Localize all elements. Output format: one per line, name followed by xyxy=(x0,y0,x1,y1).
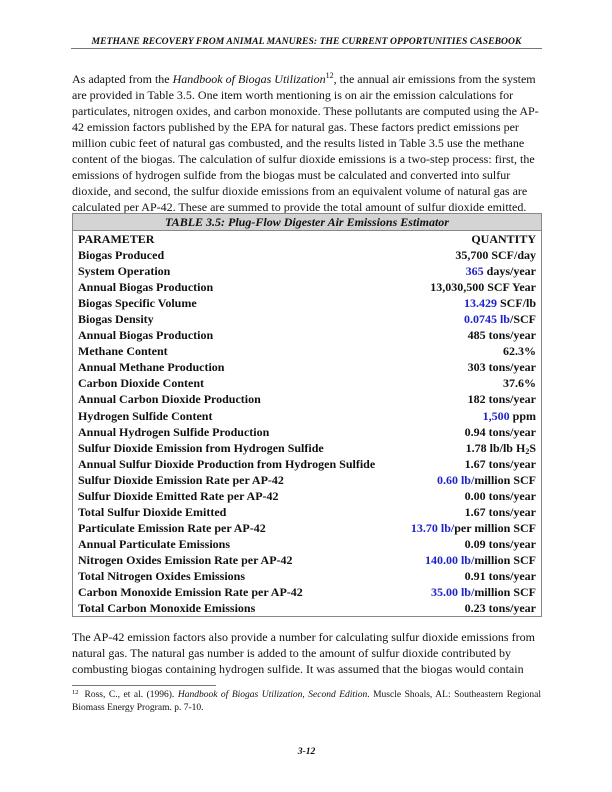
intro-rest: , the annual air emissions from the system are provided in Table 3.5. One item worth mentioning is on air the emission calculations for particulates, nitrogen oxides, and carbon monoxide. These pollutants are computed using the AP-42 emission factors published by the EPA for natural gas. These factors predict emissions per million cubic feet of natural gas combusted, and the results listed in Table 3.5 use the methane content of the biogas. The calculation of sulfur dioxide emissions is a two-step process: first, the emissions of hydrogen sulfide from the biogas must be calculated and converted into sulfur dioxide, and second, the sulfur dioxide emissions from an equivalent volume of natural gas are calculated per AP-42. These are summed to provide the total amount of sulfur dioxide emitted. xyxy=(72,72,539,214)
row-quantity xyxy=(425,552,536,568)
row-quantity xyxy=(465,536,536,552)
table-row xyxy=(73,584,541,600)
column-header-parameter: PARAMETER xyxy=(78,232,155,246)
quantity-unit: per million SCF xyxy=(454,520,536,535)
header-rule xyxy=(71,48,542,49)
row-parameter: Biogas Density xyxy=(78,312,154,327)
row-parameter: Biogas Produced xyxy=(78,248,165,263)
row-quantity xyxy=(431,584,536,600)
row-quantity xyxy=(465,488,536,504)
row-parameter: Sulfur Dioxide Emission Rate per AP-42 xyxy=(78,472,284,487)
footnote xyxy=(72,689,541,715)
footnote-rule xyxy=(72,685,216,686)
row-parameter: Annual Carbon Dioxide Production xyxy=(78,392,261,407)
row-parameter: Sulfur Dioxide Emitted Rate per AP-42 xyxy=(78,488,279,503)
row-quantity xyxy=(468,327,536,343)
input-value: 13.429 xyxy=(463,296,497,311)
row-quantity xyxy=(468,391,536,407)
row-parameter: Annual Methane Production xyxy=(78,360,225,375)
row-quantity xyxy=(464,295,536,311)
row-parameter: Carbon Dioxide Content xyxy=(78,376,205,391)
row-parameter: Nitrogen Oxides Emission Rate per AP-42 xyxy=(78,552,293,567)
table-row xyxy=(73,552,541,568)
input-value: 0.60 lb/ xyxy=(436,472,475,487)
row-parameter: Biogas Specific Volume xyxy=(78,296,197,311)
quantity-unit: 0.00 tons/year xyxy=(464,488,536,503)
quantity-unit: million SCF xyxy=(474,552,536,567)
row-parameter: Total Sulfur Dioxide Emitted xyxy=(78,504,227,519)
row-quantity xyxy=(465,424,536,440)
column-header-quantity: QUANTITY xyxy=(471,232,536,246)
input-value: 140.00 lb/ xyxy=(424,552,475,567)
table-row xyxy=(73,440,541,456)
table-row xyxy=(73,424,541,440)
table-row xyxy=(73,536,541,552)
quantity-unit: 1.67 tons/year xyxy=(464,456,536,471)
input-value: 35.00 lb/ xyxy=(430,585,475,600)
row-parameter: Annual Sulfur Dioxide Production from Hydrogen Sulfide xyxy=(78,456,376,471)
quantity-unit: days/year xyxy=(483,264,536,279)
quantity-unit: 485 tons/year xyxy=(467,328,536,343)
row-quantity xyxy=(465,600,536,616)
row-parameter: Annual Particulate Emissions xyxy=(78,536,231,551)
table-row xyxy=(73,568,541,584)
intro-lead: As adapted from the xyxy=(72,72,173,86)
table-header-row xyxy=(73,231,541,247)
table-row xyxy=(73,279,541,295)
quantity-unit: ppm xyxy=(509,408,536,423)
row-parameter: Total Carbon Monoxide Emissions xyxy=(78,601,256,616)
row-quantity xyxy=(465,504,536,520)
quantity-unit: 0.09 tons/year xyxy=(464,536,536,551)
row-quantity xyxy=(483,408,536,424)
quantity-unit: 303 tons/year xyxy=(467,360,536,375)
input-value: 13.70 lb/ xyxy=(410,520,455,535)
row-quantity xyxy=(430,279,536,295)
intro-paragraph xyxy=(72,71,541,215)
footnote-ref[interactable]: 12 xyxy=(325,71,334,80)
row-parameter: Total Nitrogen Oxides Emissions xyxy=(78,568,246,583)
row-parameter: Carbon Monoxide Emission Rate per AP-42 xyxy=(78,585,303,600)
row-quantity xyxy=(466,263,536,279)
quantity-unit: 37.6% xyxy=(503,376,536,391)
quantity-unit: 62.3% xyxy=(503,344,536,359)
book-title: Handbook of Biogas Utilization xyxy=(172,72,326,86)
table-row xyxy=(73,504,541,520)
row-parameter: Particulate Emission Rate per AP-42 xyxy=(78,520,266,535)
row-parameter: Methane Content xyxy=(78,344,168,359)
table-row xyxy=(73,343,541,359)
page-number: 3-12 xyxy=(297,746,316,757)
row-quantity xyxy=(503,343,536,359)
row-quantity xyxy=(464,311,536,327)
running-header: METHANE RECOVERY FROM ANIMAL MANURES: THE CURRENT OPPORTUNITIES CASEBOOK xyxy=(91,36,522,47)
quantity-unit: 0.23 tons/year xyxy=(464,601,536,616)
row-quantity xyxy=(503,375,536,391)
quantity-unit: 35,700 SCF/day xyxy=(455,248,536,263)
quantity-unit: 0.94 tons/year xyxy=(464,424,536,439)
table-row xyxy=(73,311,541,327)
table-row xyxy=(73,375,541,391)
table-row xyxy=(73,263,541,279)
row-quantity xyxy=(465,568,536,584)
row-quantity xyxy=(465,456,536,472)
table-row xyxy=(73,488,541,504)
table-row xyxy=(73,472,541,488)
quantity-unit: SCF/lb xyxy=(496,296,536,311)
table-row xyxy=(73,456,541,472)
row-parameter: System Operation xyxy=(78,264,171,279)
input-value: 365 xyxy=(465,264,484,279)
table-row xyxy=(73,247,541,263)
quantity-unit: 182 tons/year xyxy=(467,392,536,407)
footnote-lead: Ross, C., et al. (1996). xyxy=(84,690,178,700)
quantity-unit: million SCF xyxy=(474,585,536,600)
row-quantity xyxy=(411,520,536,536)
row-parameter: Annual Biogas Production xyxy=(78,280,214,295)
row-parameter: Sulfur Dioxide Emission from Hydrogen Sulfide xyxy=(78,440,324,455)
footnote-number: 12 xyxy=(72,689,79,696)
table-row xyxy=(73,295,541,311)
quantity-unit: 1.67 tons/year xyxy=(464,504,536,519)
quantity-unit: 13,030,500 SCF Year xyxy=(430,280,536,295)
table-row xyxy=(73,359,541,375)
row-quantity xyxy=(455,247,536,263)
closing-paragraph: The AP-42 emission factors also provide a number for calculating sulfur dioxide emissions from natural gas. The natural gas number is added to the amount of sulfur dioxide contributed by combusting biogas containing hydrogen sulfide. It was assumed that the biogas would contain xyxy=(72,630,535,676)
table-row xyxy=(73,327,541,343)
input-value: 1,500 xyxy=(482,408,510,423)
row-quantity xyxy=(466,440,536,456)
table-body xyxy=(73,247,541,616)
row-quantity xyxy=(468,359,536,375)
footnote-title: Handbook of Biogas Utilization, Second Edition xyxy=(177,690,368,700)
row-parameter: Hydrogen Sulfide Content xyxy=(78,408,213,423)
row-parameter: Annual Biogas Production xyxy=(78,328,214,343)
quantity-unit: /SCF xyxy=(509,312,536,327)
table-row xyxy=(73,408,541,424)
table-row xyxy=(73,391,541,407)
table-row xyxy=(73,520,541,536)
quantity-unit: 0.91 tons/year xyxy=(464,568,536,583)
table-row xyxy=(73,600,541,616)
row-quantity xyxy=(437,472,536,488)
emissions-table xyxy=(72,213,542,617)
table-title: TABLE 3.5: Plug-Flow Digester Air Emissions Estimator xyxy=(73,214,541,231)
quantity-unit: million SCF xyxy=(474,472,536,487)
quantity-unit: 1.78 lb/lb H xyxy=(465,440,526,455)
unit-tail: S xyxy=(529,440,536,455)
row-parameter: Annual Hydrogen Sulfide Production xyxy=(78,424,270,439)
footnote-rest: . Muscle Shoals, AL: Southeastern Regional Biomass Energy Program. p. 7-10. xyxy=(72,690,541,713)
input-value: 0.0745 lb xyxy=(463,312,510,327)
unit-subscript: 2 xyxy=(525,446,530,456)
